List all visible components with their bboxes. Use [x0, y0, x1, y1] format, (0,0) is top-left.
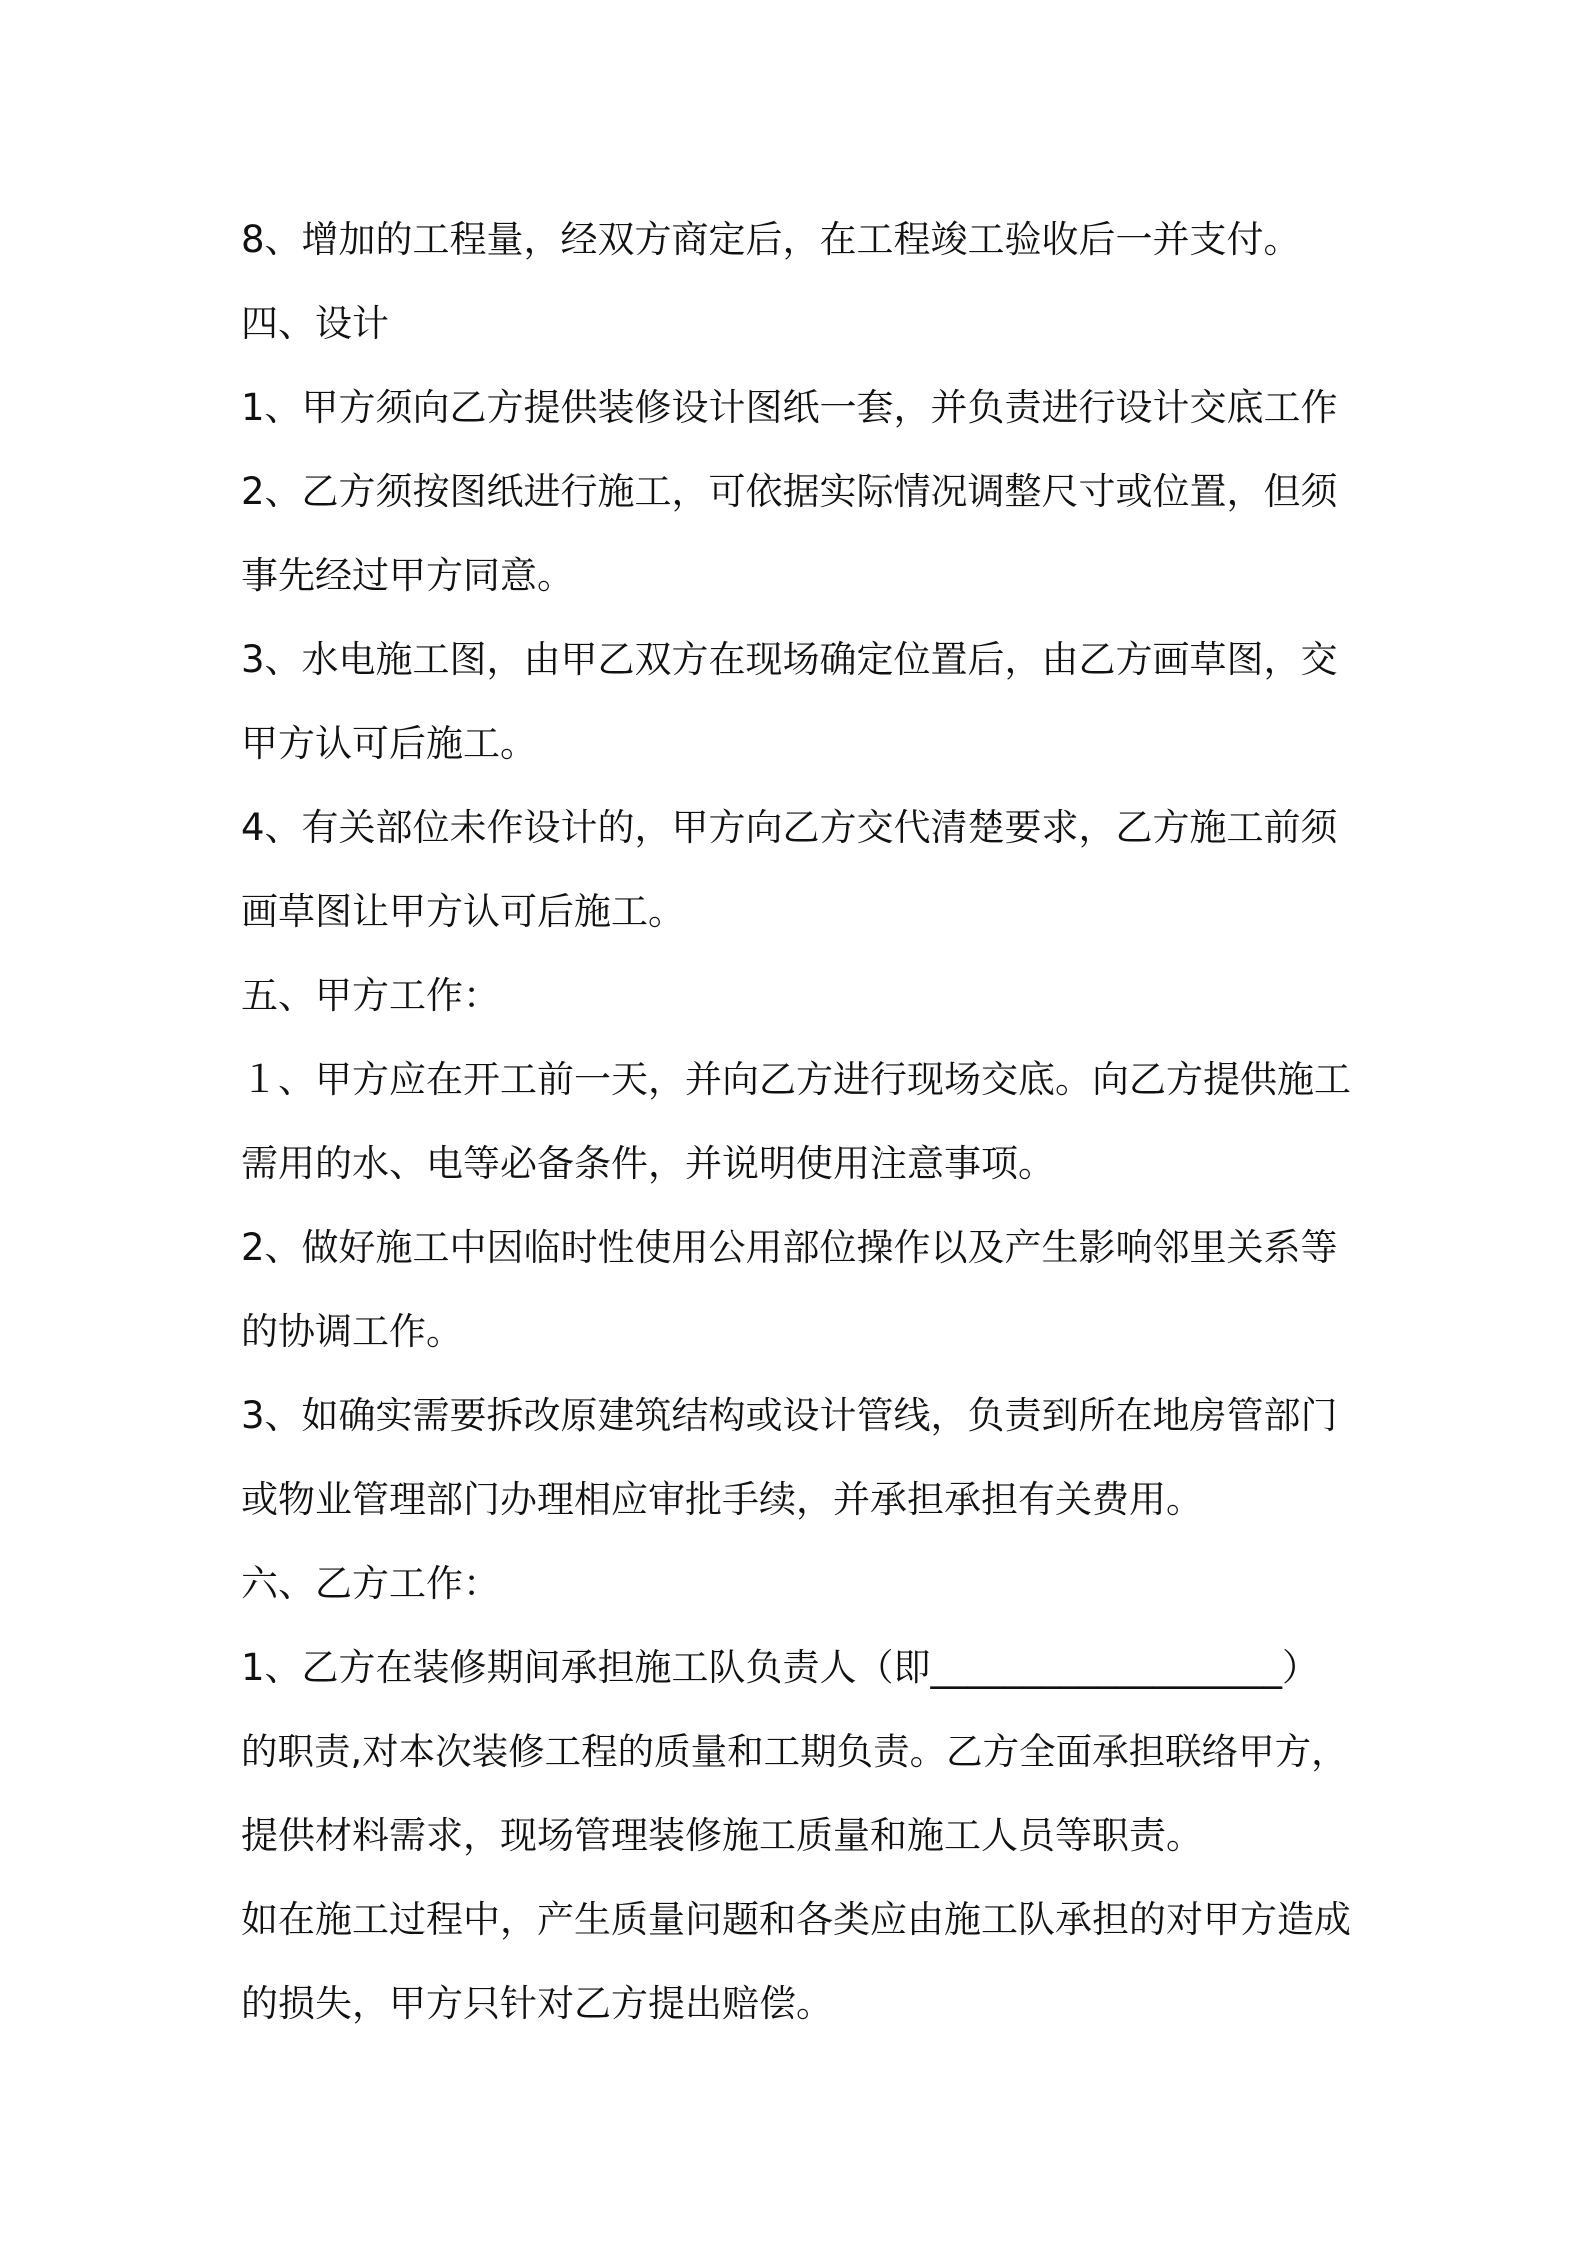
party-a-clause-1-line-2: 需用的水、电等必备条件，并说明使用注意事项。: [241, 1142, 1055, 1185]
section-heading-party-a-duties: 五、甲方工作：: [241, 974, 500, 1017]
design-clause-1-line: 1、甲方须向乙方提供装修设计图纸一套，并负责进行设计交底工作: [241, 386, 1338, 429]
party-a-clause-3-line-2: 或物业管理部门办理相应审批手续，并承担承担有关费用。: [241, 1478, 1203, 1521]
section-heading-design: 四、设计: [241, 302, 389, 345]
clause-8-payment-line: 8、增加的工程量，经双方商定后，在工程竣工验收后一并支付。: [241, 218, 1301, 261]
party-a-clause-2-line-1: 2、做好施工中因临时性使用公用部位操作以及产生影响邻里关系等: [241, 1226, 1338, 1269]
party-b-note-line-1: 如在施工过程中，产生质量问题和各类应由施工队承担的对甲方造成: [241, 1898, 1351, 1941]
document-body: [241, 198, 1356, 2046]
party-b-clause-1-line-3: 提供材料需求，现场管理装修施工质量和施工人员等职责。: [241, 1814, 1203, 1857]
design-clause-4-line-1: 4、有关部位未作设计的，甲方向乙方交代清楚要求，乙方施工前须: [241, 806, 1338, 849]
party-a-clause-1-line-1: １、甲方应在开工前一天，并向乙方进行现场交底。向乙方提供施工: [241, 1058, 1351, 1101]
design-clause-3-line-1: 3、水电施工图，由甲乙双方在现场确定位置后，由乙方画草图，交: [241, 638, 1338, 681]
design-clause-2-line-2: 事先经过甲方同意。: [241, 554, 574, 597]
party-a-clause-2-line-2: 的协调工作。: [241, 1310, 463, 1353]
party-b-note-line-2: 的损失，甲方只针对乙方提出赔偿。: [241, 1982, 833, 2025]
design-clause-4-line-2: 画草图让甲方认可后施工。: [241, 890, 685, 933]
party-a-clause-3-line-1: 3、如确实需要拆改原建筑结构或设计管线，负责到所在地房管部门: [241, 1394, 1338, 1437]
design-clause-3-line-2: 甲方认可后施工。: [241, 722, 537, 765]
party-b-clause-1-line-2: 的职责,对本次装修工程的质量和工期负责。乙方全面承担联络甲方，: [241, 1730, 1348, 1773]
design-clause-2-line-1: 2、乙方须按图纸进行施工，可依据实际情况调整尺寸或位置，但须: [241, 470, 1338, 513]
party-b-clause-1-line-1: 1、乙方在装修期间承担施工队负责人（即___________________）: [241, 1646, 1320, 1689]
section-heading-party-b-duties: 六、乙方工作：: [241, 1562, 500, 1605]
